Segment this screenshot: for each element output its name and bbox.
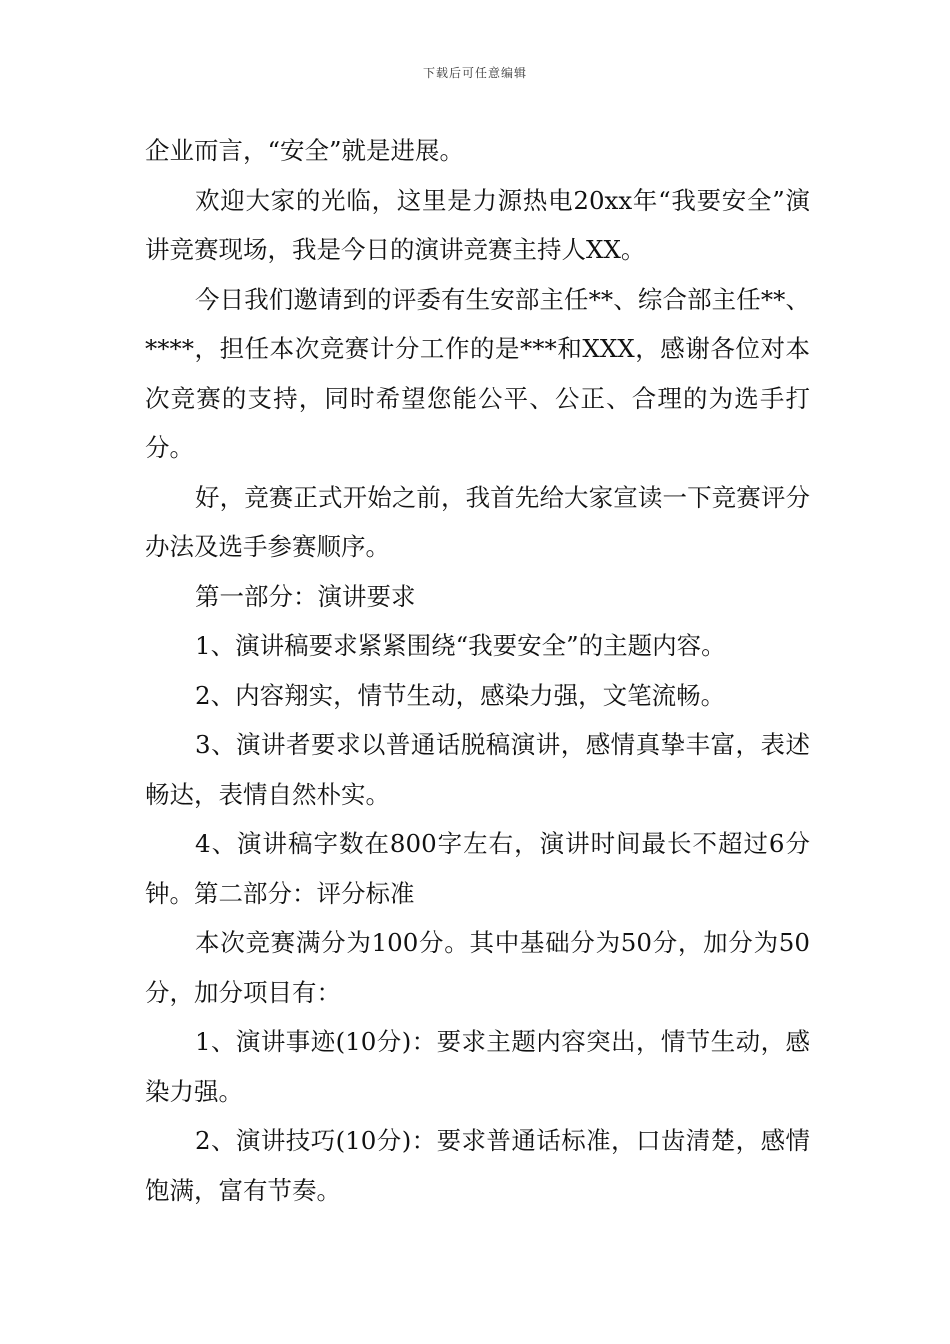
paragraph-4: 好，竞赛正式开始之前，我首先给大家宣读一下竞赛评分办法及选手参赛顺序。: [145, 482, 810, 561]
scoring-item-1: 1、演讲事迹(10分)：要求主题内容突出，情节生动，感染力强。: [145, 1027, 810, 1106]
scoring-item-2: 2、演讲技巧(10分)：要求普通话标准，口齿清楚，感情饱满，富有节奏。: [145, 1126, 810, 1205]
document-body: [145, 126, 810, 1215]
list-item-2: 2、内容翔实，情节生动，感染力强，文笔流畅。: [195, 680, 726, 710]
paragraph-scoring: 本次竞赛满分为100分。其中基础分为50分，加分为50分，加分项目有：: [145, 928, 810, 1007]
paragraph-2: 欢迎大家的光临，这里是力源热电20xx年“我要安全”演讲竞赛现场，我是今日的演讲竞赛主持人XX。: [145, 185, 810, 264]
paragraph-1: 企业而言，“安全”就是进展。: [145, 136, 465, 165]
page-header: 下载后可任意编辑: [422, 66, 527, 80]
list-item-1: 1、演讲稿要求紧紧围绕“我要安全”的主题内容。: [195, 631, 726, 660]
list-item-3: 3、演讲者要求以普通话脱稿演讲，感情真挚丰富，表述畅达，表情自然朴实。: [145, 730, 810, 809]
section-heading-part-one: 第一部分：演讲要求: [195, 581, 416, 611]
paragraph-3: 今日我们邀请到的评委有生安部主任**、综合部主任**、****，担任本次竞赛计分工作的是***和XXX，感谢各位对本次竞赛的支持，同时希望您能公平、公正、合理的为选手打分。: [145, 284, 810, 462]
list-item-4: 4、演讲稿字数在800字左右，演讲时间最长不超过6分钟。第二部分：评分标准: [145, 829, 810, 908]
